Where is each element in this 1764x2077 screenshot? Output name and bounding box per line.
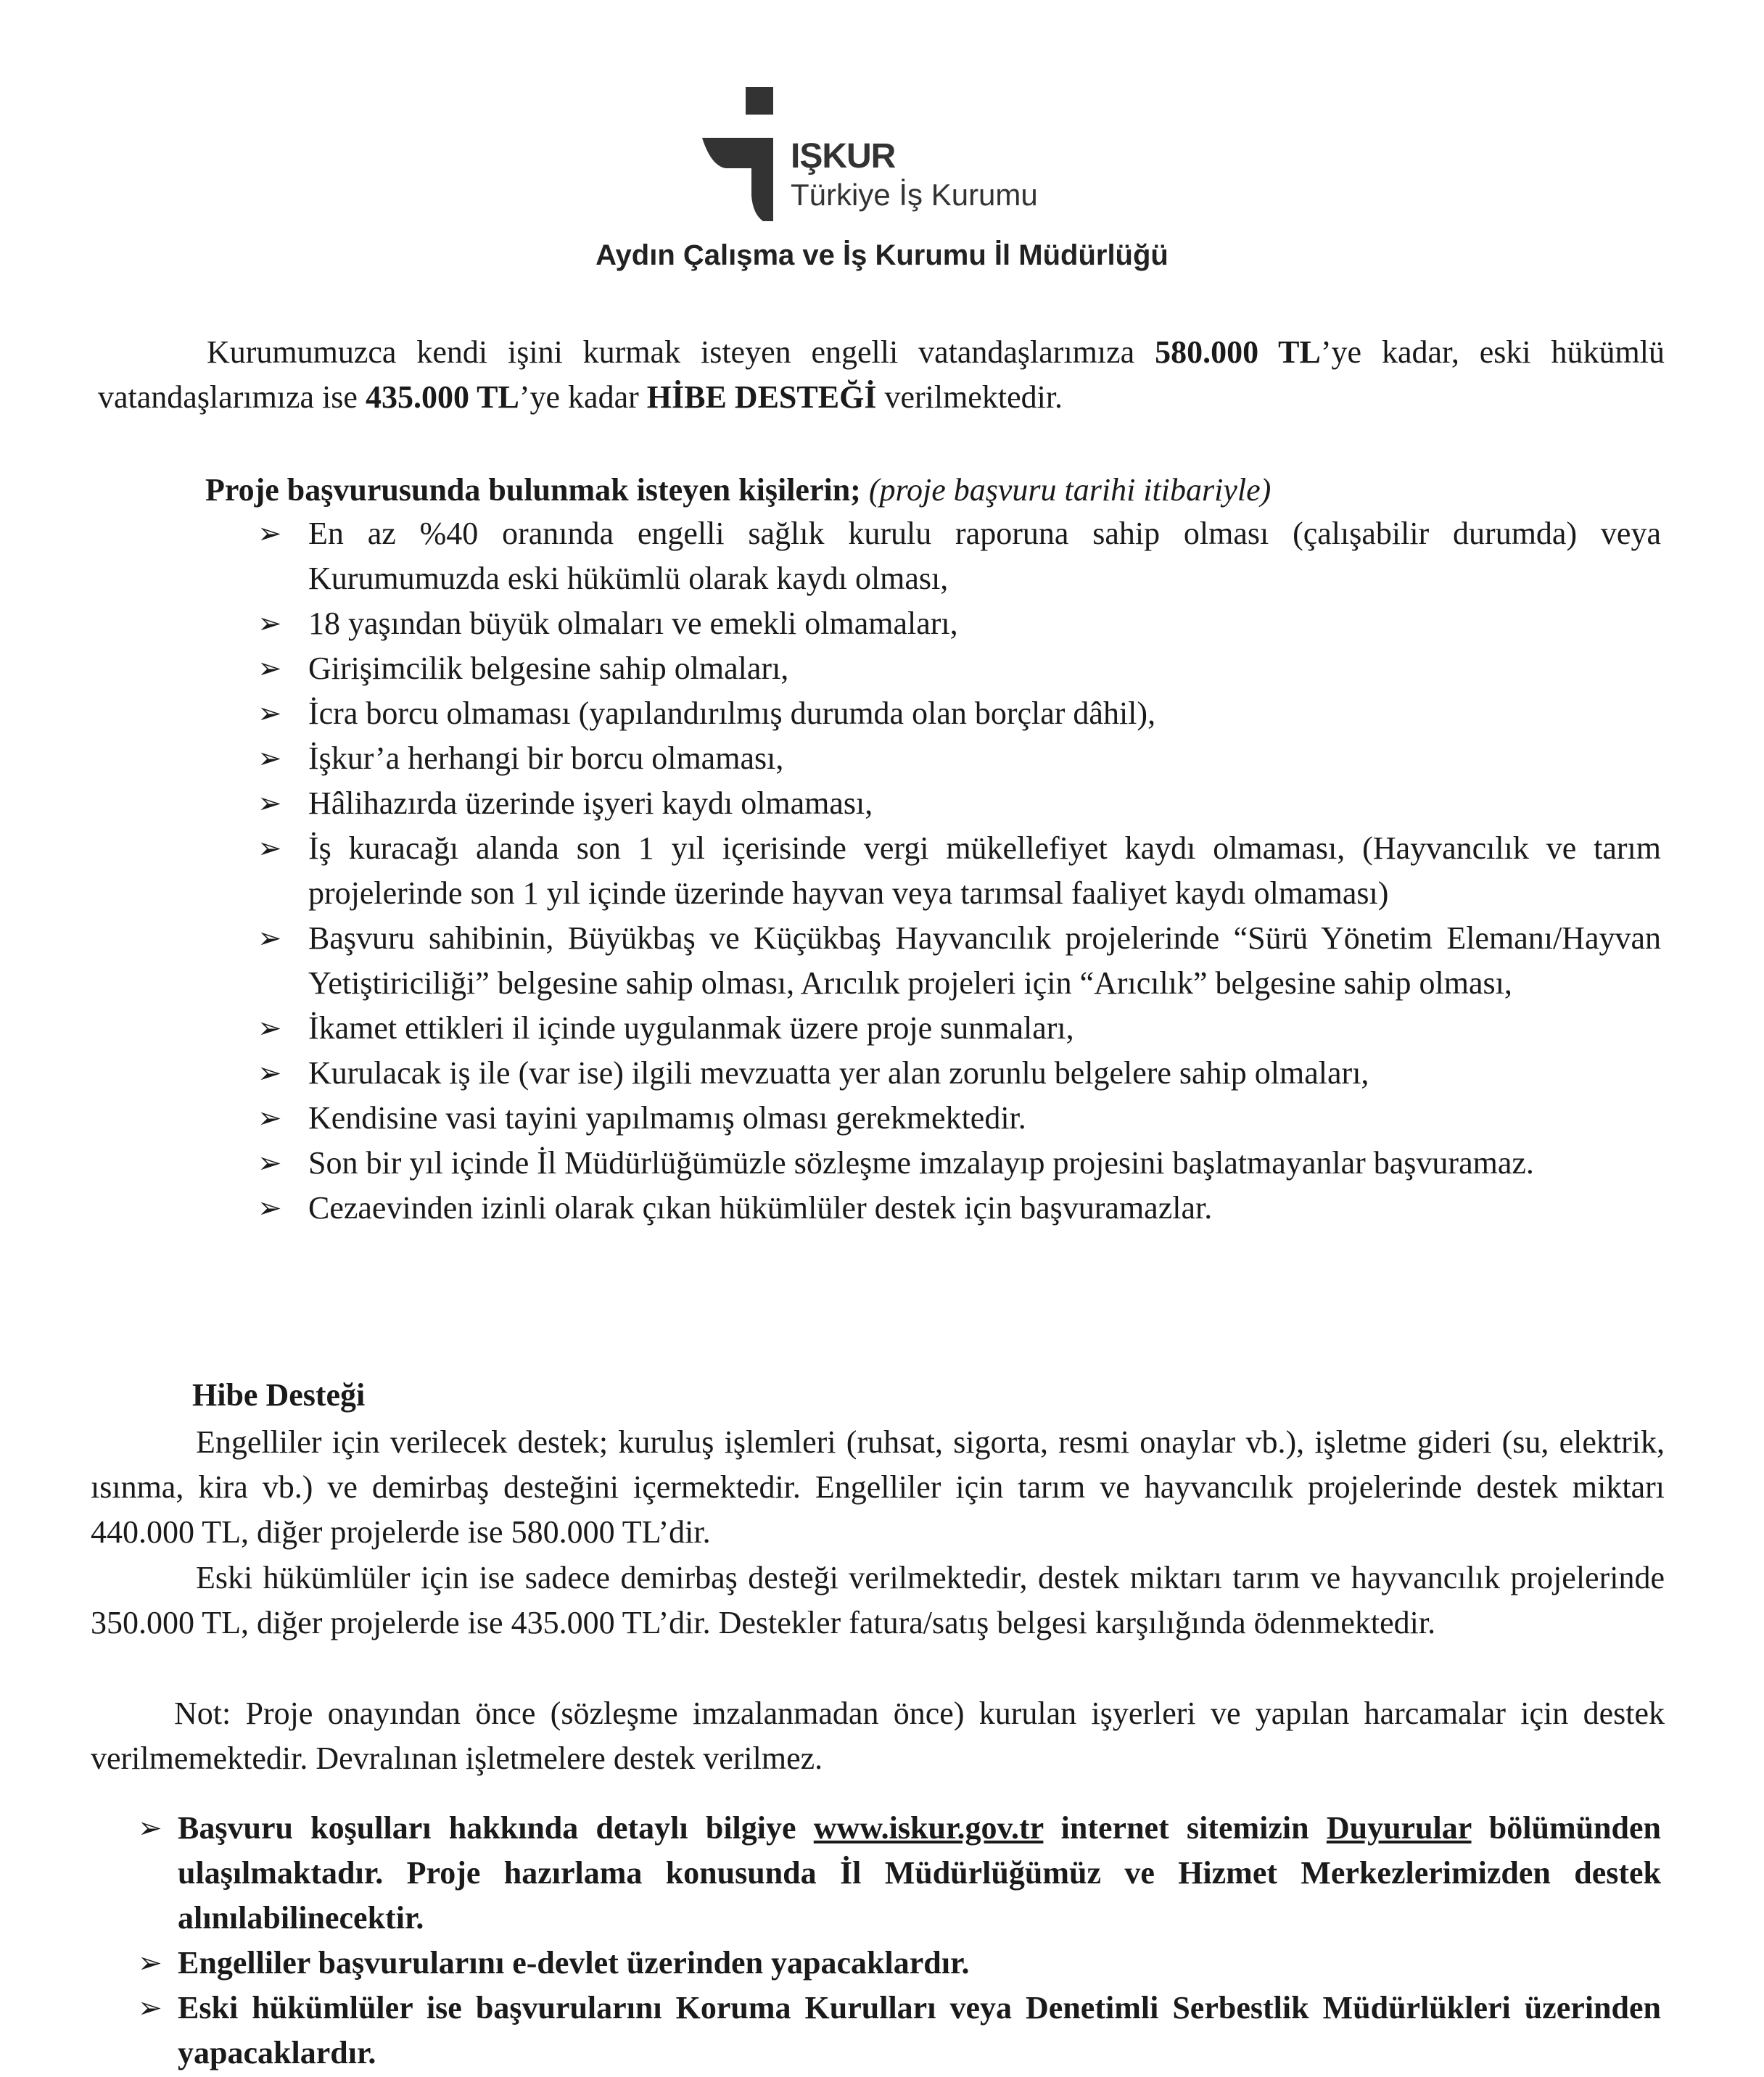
intro-text: Kurumumuzca kendi işini kurmak isteyen engelli vatandaşlarımıza <box>207 334 1155 370</box>
note-paragraph <box>91 1691 1665 1781</box>
arrow-bullet-icon: ➢ <box>257 922 282 955</box>
grant-ex-convict-text: Eski hükümlüler için ise sadece demirbaş desteği verilmektedir, destek miktarı tarım ve hayvancılık projelerinde 350.000 TL, diğer projelerde ise 435.000 TL’dir. Destekler fatura/satış belgesi karşılığında ödenmektedir. <box>91 1560 1665 1640</box>
amount-ex-convict: 435.000 TL <box>365 379 519 415</box>
criteria-text: Hâlihazırda üzerinde işyeri kaydı olmaması, <box>308 785 873 821</box>
criteria-text: Girişimcilik belgesine sahip olmaları, <box>308 651 789 686</box>
arrow-bullet-icon: ➢ <box>138 1991 162 2025</box>
iskur-logo <box>696 80 1204 225</box>
criteria-item <box>257 601 1661 646</box>
intro-text: verilmektedir. <box>876 379 1063 415</box>
criteria-text: Başvuru sahibinin, Büyükbaş ve Küçükbaş Hayvancılık projelerinde “Sürü Yönetim Elemanı/Hayvan Yetiştiriciliği” belgesine sahip olması, Arıcılık projeleri için “Arıcılık” belgesine sahip olması, <box>308 920 1661 1001</box>
arrow-bullet-icon: ➢ <box>138 1812 162 1845</box>
criteria-text: Cezaevinden izinli olarak çıkan hükümlüler destek için başvuramazlar. <box>308 1190 1213 1226</box>
criteria-item <box>257 916 1661 1006</box>
grant-section-heading: Hibe Desteği <box>192 1377 366 1413</box>
grant-disabled-paragraph <box>91 1420 1665 1555</box>
bottom-notes-list <box>138 1806 1661 2076</box>
criteria-item <box>257 691 1661 736</box>
criteria-item <box>257 781 1661 826</box>
criteria-heading <box>205 468 1656 513</box>
grant-disabled-text: Engelliler için verilecek destek; kuruluş işlemleri (ruhsat, sigorta, resmi onaylar vb.), işletme gideri (su, elektrik, ısınma, kira vb.) ve demirbaş desteğini içermektedir. Engelliler için tarım ve hayvancılık projelerinde destek miktarı 440.000 TL, diğer projelerde ise 580.000 TL’dir. <box>91 1424 1665 1550</box>
criteria-item <box>257 1186 1661 1231</box>
arrow-bullet-icon: ➢ <box>257 1102 282 1135</box>
logo-brand-text: IŞKUR <box>791 137 896 176</box>
criteria-list <box>257 511 1661 1231</box>
arrow-bullet-icon: ➢ <box>257 1057 282 1090</box>
arrow-bullet-icon: ➢ <box>257 787 282 820</box>
arrow-bullet-icon: ➢ <box>257 652 282 685</box>
arrow-bullet-icon: ➢ <box>257 1147 282 1180</box>
criteria-item <box>257 646 1661 691</box>
grant-ex-convict-paragraph <box>91 1556 1665 1646</box>
criteria-text: Kendisine vasi tayini yapılmamış olması gerekmektedir. <box>308 1100 1026 1136</box>
arrow-bullet-icon: ➢ <box>257 697 282 730</box>
note-text: bölümünden ulaşılmaktadır. Proje hazırlama konusunda İl Müdürlüğümüz ve Hizmet Merkezlerimizden destek alınılabilinecektir. <box>178 1810 1662 1936</box>
criteria-item <box>257 736 1661 781</box>
criteria-item <box>257 1051 1661 1096</box>
criteria-text: İşkur’a herhangi bir borcu olmaması, <box>308 740 784 776</box>
criteria-text: İcra borcu olmaması (yapılandırılmış durumda olan borçlar dâhil), <box>308 695 1156 731</box>
arrow-bullet-icon: ➢ <box>138 1946 162 1980</box>
grant-label: HİBE DESTEĞİ <box>646 379 877 415</box>
note-text: Engelliler başvurularını e-devlet üzerinden yapacaklardır. <box>178 1945 970 1981</box>
bottom-note-item <box>138 1986 1661 2076</box>
criteria-item <box>257 1096 1661 1141</box>
bottom-note-item <box>138 1806 1661 1941</box>
note-text: internet sitemizin <box>1043 1810 1327 1846</box>
criteria-text: En az %40 oranında engelli sağlık kurulu raporuna sahip olması (çalışabilir durumda) veya Kurumumuzda eski hükümlü olarak kaydı olması, <box>308 516 1661 596</box>
office-title: Aydın Çalışma ve İş Kurumu İl Müdürlüğü <box>595 239 1169 271</box>
criteria-item <box>257 1006 1661 1051</box>
note-text: Başvuru koşulları hakkında detaylı bilgiye <box>178 1810 814 1846</box>
arrow-bullet-icon: ➢ <box>257 517 282 550</box>
criteria-text: İş kuracağı alanda son 1 yıl içerisinde vergi mükellefiyet kaydı olmaması, (Hayvancılık ve tarım projelerinde son 1 yıl içinde üzerinde hayvan veya tarımsal faaliyet kaydı olmaması) <box>308 830 1661 911</box>
logo-subtitle: Türkiye İş Kurumu <box>791 178 1038 212</box>
arrow-bullet-icon: ➢ <box>257 832 282 865</box>
arrow-bullet-icon: ➢ <box>257 607 282 640</box>
arrow-bullet-icon: ➢ <box>257 1012 282 1045</box>
criteria-heading-text: Proje başvurusunda bulunmak isteyen kişilerin; <box>205 472 861 508</box>
criteria-item <box>257 1141 1661 1186</box>
bottom-note-item <box>138 1941 1661 1986</box>
criteria-text: Son bir yıl içinde İl Müdürlüğümüzle sözleşme imzalayıp projesini başlatmayanlar başvuramaz. <box>308 1145 1534 1181</box>
note-text: Not: Proje onayından önce (sözleşme imzalanmadan önce) kurulan işyerleri ve yapılan harcamalar için destek verilmemektedir. Devralınan işletmelere destek verilmez. <box>91 1696 1665 1776</box>
criteria-text: Kurulacak iş ile (var ise) ilgili mevzuatta yer alan zorunlu belgelere sahip olmaları, <box>308 1055 1369 1091</box>
announcements-link[interactable]: Duyurular <box>1326 1810 1472 1846</box>
criteria-item <box>257 511 1661 601</box>
arrow-bullet-icon: ➢ <box>257 742 282 775</box>
iskur-website-link[interactable]: www.iskur.gov.tr <box>813 1810 1044 1846</box>
note-text: Eski hükümlüler ise başvurularını Koruma Kurulları veya Denetimli Serbestlik Müdürlükleri üzerinden yapacaklardır. <box>178 1990 1661 2070</box>
amount-disabled: 580.000 TL <box>1155 334 1321 370</box>
criteria-text: 18 yaşından büyük olmaları ve emekli olmamaları, <box>308 606 958 641</box>
criteria-item <box>257 826 1661 916</box>
criteria-heading-note: (proje başvuru tarihi itibariyle) <box>868 472 1272 508</box>
criteria-text: İkamet ettikleri il içinde uygulanmak üzere proje sunmaları, <box>308 1010 1074 1046</box>
intro-text: ’ye kadar, eski hükümlü vatandaşlarımıza ise <box>98 334 1665 415</box>
intro-text: ’ye kadar <box>519 379 647 415</box>
arrow-bullet-icon: ➢ <box>257 1192 282 1225</box>
intro-paragraph <box>98 330 1665 420</box>
iskur-logo-mark-icon <box>696 80 783 225</box>
